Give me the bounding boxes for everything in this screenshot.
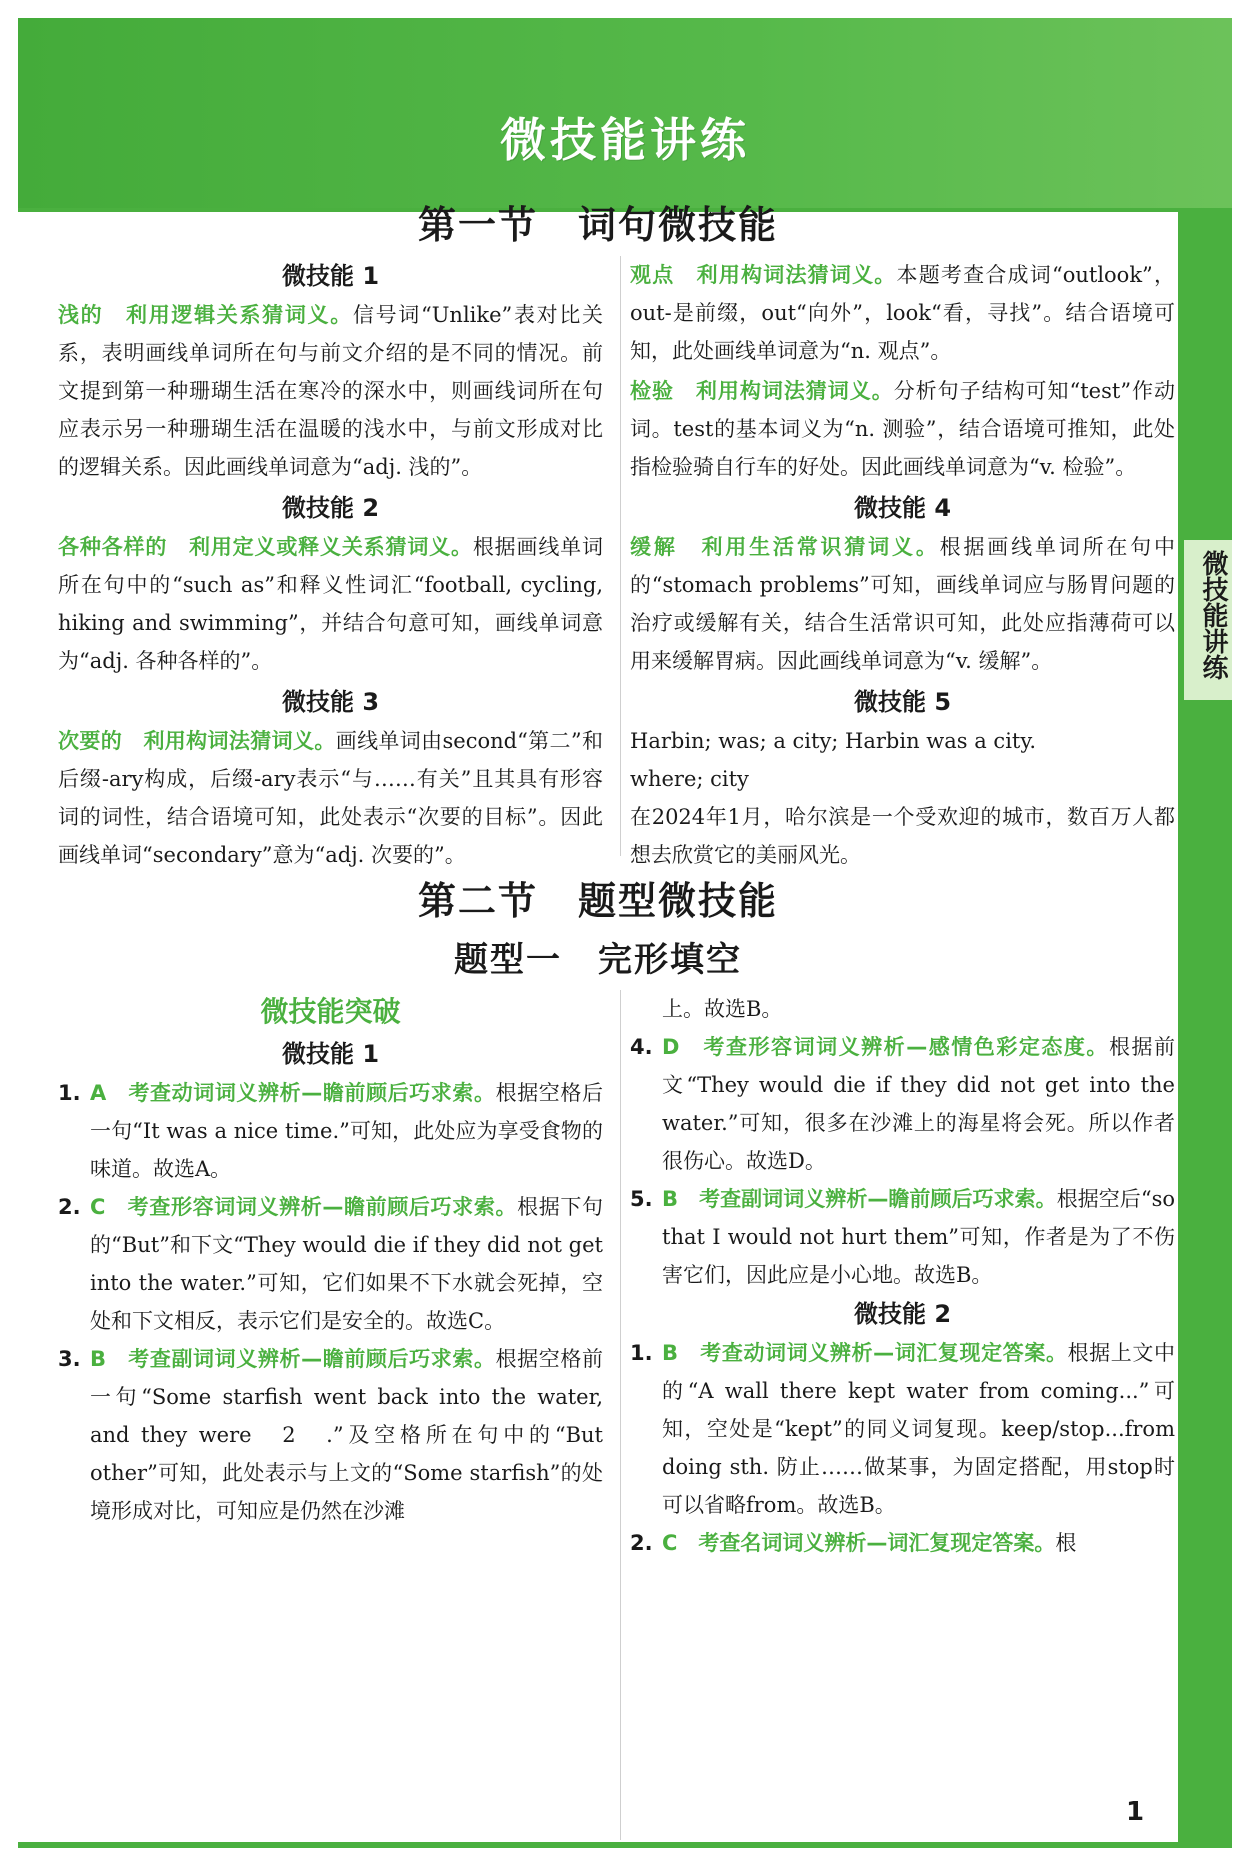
item-number: 4. bbox=[630, 1035, 653, 1059]
skill-heading: 微技能 5 bbox=[853, 688, 952, 716]
side-tab bbox=[1180, 540, 1232, 700]
skill-heading: 微技能 1 bbox=[281, 262, 380, 290]
answer-item bbox=[58, 1340, 603, 1530]
answer-body: 根 bbox=[1055, 1531, 1077, 1555]
answer-body: 根据空格后一句“It was a nice time.”可知，此处应为享受食物的味道。故选A。 bbox=[90, 1081, 603, 1181]
answer-keyword: C 考查形容词词义辨析—瞻前顾后巧求索。 bbox=[90, 1195, 518, 1219]
answer-item bbox=[630, 1028, 1175, 1180]
answer-paragraph bbox=[58, 528, 603, 680]
banner-title: 微技能讲练 bbox=[500, 113, 750, 167]
answer-body: 根据空格前一句“Some starfish went back into the water, and they were 2 .”及空格所在句中的“But other”可知，此处表示与上文的“Some starfish”的处境形成对比，可知应是仍然在沙滩 bbox=[90, 1347, 603, 1523]
item-number: 1. bbox=[58, 1081, 81, 1105]
answer-body: 根据上文中的“A wall there kept water from coming...”可知，空处是“kept”的同义词复现。keep/stop...from doing sth. 防止……做某事，为固定搭配，用stop时可以省略from。故选B。 bbox=[662, 1341, 1175, 1517]
answer-paragraph bbox=[630, 372, 1175, 486]
answer-item bbox=[58, 1188, 603, 1340]
item-number: 5. bbox=[630, 1187, 653, 1211]
section2-title: 第二节 题型微技能 bbox=[417, 879, 778, 923]
answer-paragraph bbox=[58, 296, 603, 486]
answer-paragraph bbox=[630, 256, 1175, 370]
answer-continuation bbox=[630, 990, 1175, 1028]
item-number: 3. bbox=[58, 1347, 81, 1371]
item-number: 2. bbox=[630, 1531, 653, 1555]
page-number: 1 bbox=[1126, 1797, 1145, 1827]
column-divider bbox=[620, 990, 621, 1840]
section1-left-column bbox=[58, 256, 603, 876]
answer-keyword: 次要的 利用构词法猜词义。 bbox=[58, 729, 336, 753]
side-tab-label: 微技能讲练 bbox=[1198, 550, 1228, 680]
content-area bbox=[18, 203, 1178, 1842]
section2-subtitle: 题型一 完形填空 bbox=[454, 940, 742, 980]
answer-body: 上。故选B。 bbox=[662, 997, 783, 1021]
answer-paragraph bbox=[58, 722, 603, 874]
banner bbox=[18, 18, 1232, 208]
answer-keyword: D 考查形容词词义辨析—感情色彩定态度。 bbox=[662, 1035, 1109, 1059]
answer-keyword: B 考查副词词义辨析—瞻前顾后巧求索。 bbox=[662, 1187, 1057, 1211]
answer-keyword: 检验 利用构词法猜词义。 bbox=[630, 379, 894, 403]
green-heading: 微技能突破 bbox=[260, 995, 401, 1028]
section2-left-column bbox=[58, 990, 603, 1530]
answer-keyword: B 考查副词词义辨析—瞻前顾后巧求索。 bbox=[90, 1347, 496, 1371]
answer-keyword: 浅的 利用逻辑关系猜词义。 bbox=[58, 303, 353, 327]
answer-body: 根据画线单词所在句中的“such as”和释义性词汇“football, cycling, hiking and swimming”，并结合句意可知，画线单词意为“adj. 各种各样的”。 bbox=[58, 535, 604, 673]
answer-item bbox=[630, 1180, 1175, 1294]
item-number: 2. bbox=[58, 1195, 81, 1219]
answer-body: 画线单词由second“第二”和后缀-ary构成，后缀-ary表示“与……有关”且其具有形容词的词性，结合语境可知，此处表示“次要的目标”。因此画线单词“secondary”意为“adj. 次要的”。 bbox=[58, 729, 603, 867]
answer-keyword: 观点 利用构词法猜词义。 bbox=[630, 263, 897, 287]
answer-body: 根据画线单词所在句中的“stomach problems”可知，画线单词应与肠胃问题的治疗或缓解有关，结合生活常识可知，此处应指薄荷可以用来缓解胃病。因此画线单词意为“v. 缓解”。 bbox=[630, 535, 1176, 673]
section1-right-column bbox=[630, 256, 1175, 874]
section2-right-column bbox=[630, 990, 1175, 1562]
skill-heading: 微技能 2 bbox=[853, 1300, 952, 1328]
answer-keyword: C 考查名词词义辨析—词汇复现定答案。 bbox=[662, 1531, 1056, 1555]
answer-paragraph bbox=[630, 528, 1175, 680]
answer-body: 根据下句的“But”和下文“They would die if they did not get into the water.”可知，它们如果不下水就会死掉，空处和下文相反，表示它们是安全的。故选C。 bbox=[90, 1195, 603, 1333]
answer-item bbox=[58, 1074, 603, 1188]
answer-body: 本题考查合成词“outlook”，out-是前缀，out“向外”，look“看，寻找”。结合语境可知，此处画线单词意为“n. 观点”。 bbox=[630, 263, 1175, 363]
answer-body: 分析句子结构可知“test”作动词。test的基本词义为“n. 测验”，结合语境可推知，此处指检验骑自行车的好处。因此画线单词意为“v. 检验”。 bbox=[630, 379, 1176, 479]
answer-keyword: 各种各样的 利用定义或释义关系猜词义。 bbox=[58, 535, 473, 559]
answer-line: where; city bbox=[630, 767, 749, 791]
answer-keyword: A 考查动词词义辨析—瞻前顾后巧求索。 bbox=[90, 1081, 496, 1105]
answer-item bbox=[630, 1334, 1175, 1524]
column-divider bbox=[620, 256, 621, 856]
answer-keyword: 缓解 利用生活常识猜词义。 bbox=[630, 535, 940, 559]
item-number: 1. bbox=[630, 1341, 653, 1365]
answer-line: Harbin; was; a city; Harbin was a city. bbox=[630, 729, 1037, 753]
skill-heading: 微技能 3 bbox=[281, 688, 380, 716]
section1-title: 第一节 词句微技能 bbox=[417, 203, 778, 247]
skill-heading: 微技能 1 bbox=[281, 1040, 380, 1068]
answer-keyword: B 考查动词词义辨析—词汇复现定答案。 bbox=[662, 1341, 1068, 1365]
answer-body: 根据空后“so that I would not hurt them”可知，作者是为了不伤害它们，因此应是小心地。故选B。 bbox=[662, 1187, 1176, 1287]
answer-body: 信号词“Unlike”表对比关系，表明画线单词所在句与前文介绍的是不同的情况。前文提到第一种珊瑚生活在寒冷的深水中，则画线词所在句应表示另一种珊瑚生活在温暖的浅水中，与前文形成对比的逻辑关系。因此画线单词意为“adj. 浅的”。 bbox=[58, 303, 604, 479]
skill-heading: 微技能 2 bbox=[281, 494, 380, 522]
answer-item bbox=[630, 1524, 1175, 1562]
answer-body: 根据前文“They would die if they did not get into the water.”可知，很多在沙滩上的海星将会死。所以作者很伤心。故选D。 bbox=[662, 1035, 1176, 1173]
answer-line: 在2024年1月，哈尔滨是一个受欢迎的城市，数百万人都想去欣赏它的美丽风光。 bbox=[630, 805, 1175, 867]
skill-heading: 微技能 4 bbox=[853, 494, 952, 522]
